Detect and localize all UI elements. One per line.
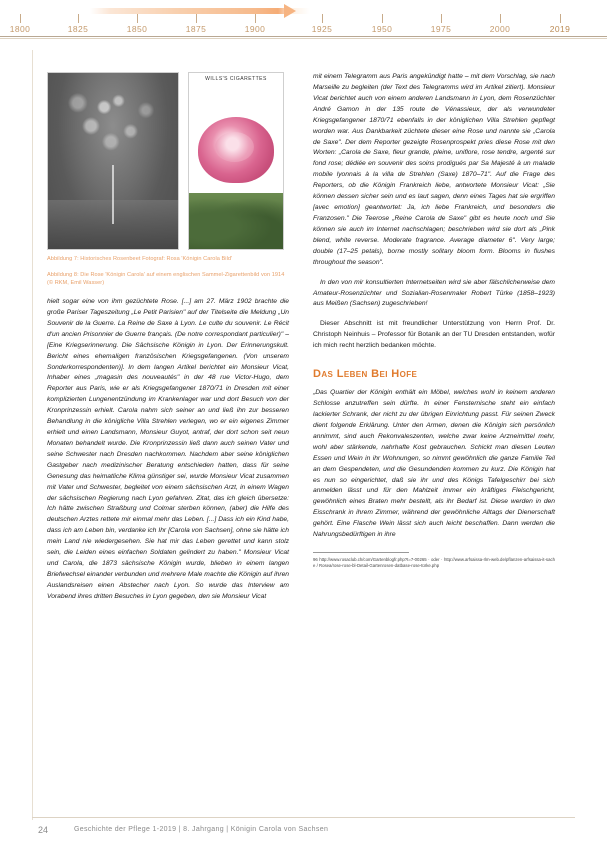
footnote-96: 96 http://www.rosaclub.ch/com/Gartenblogfr.php?t=7-00265 · oder · http://www.arfsaissa-rlm-web.de/pflanzen-arfsaissa-it-sache / Rosea/rose-rose-bl-Detail-Gartenrosen-datbase-rose-türke.php — [313, 557, 555, 569]
timeline-tick — [137, 14, 138, 23]
left-text-column — [47, 72, 289, 603]
timeline-label-1875: 1875 — [185, 24, 207, 34]
timeline-tick — [255, 14, 256, 23]
section-body-paragraph: „Das Quartier der Königin enthält ein Möbel, welches wohl in keinem anderen Schlosse anzutreffen sein dürfte. In einer Fensternische steht ein einfach lackierter Schrank, der nicht zu der übrigen Einrichtung passt. Für seinen Zweck dient folgende Erklärung. Unter den Armen, denen die Königin sich persönlich annimmt, sind auch Rekonvaleszenten, welche zwar keine Arzneimittel mehr, wohl aber stärkende, nahrhafte Kost gebrauchen. Schickt man diesen Leuten Essen und Wein in ihr Wohnungen, so nimmt gewöhnlich die ganze Familie Teil an dem Gespendeten, und die Gesundenden kommen zu kurz. Die Königin hat es nun so eingerichtet, daß sie ihr und des Königs Tafelgeschirr bei sich anmelden lässt und für den Mahlzeit immer ein kräftiges Fleischgericht, gewöhnlich eines Braten mehr bestellt, als ihr Bedarf ist. Diese werden in den Eisschrank in ihrem Zimmer, während der gewöhnliche Alltags der Dienerschaft gehört. Eine Flasche Wein lässt sich auch leicht beschaffen. Dann werden die Nahrungsbedürftigen in ihre — [313, 389, 555, 539]
timeline-label-1825: 1825 — [67, 24, 89, 34]
figure-caption-8: Abbildung 8: Die Rose 'Königin Carola' auf einem englischen Sammel-Zigarettenbild von 1914 (© RKM, Emil Wasser) — [47, 271, 285, 287]
timeline-axis-line-secondary — [0, 38, 607, 39]
right-body-paragraph-1: mit einem Telegramm aus Paris angekündigt hatte – mit dem Vorschlag, sie nach Marseille zu begleiten (der Text des Telegramms wird im Artikel zitiert). Monsieur Vicat berichtet auch von einem anderen Landsmann in Lyon, dem Rosenzüchter André Gamon in der 135 route de Vénassieux, der als verwundeter Kriegsgefangener 1870/71 ebenfalls in der königlichen Villa Strehlen gepflegt worden war. Aus Dankbarkeit züchtete dieser eine Rose und nannte sie „Carola de Saxe". Der dem Reporter gezeigte Rosenprospekt pries diese Rose mit den Worten: „Carola de Saxe, fleur grande, pleine, uniflore, rose tendre, argenté sur fond rose; dédiée en souvenir des soins prodigués par Sa Majesté à un malade mobile lyonnais à la villa de Strehlen (Saxe) 1870–71". Auf die Frage des Reporters, ob die Königin Frankreich liebe, antwortete Monsieur Vicat: „Sie können dessen sicher sein und es laut sagen, denn eines Tages hat sie ergriffen [avec emotion] geantwortet: Ja, ich liebe Frankreich, und besonders die Franzosen." Die Teerose „Reine Carola de Saxe" gibt es heute noch und Sie können sie auch im Internet nachschlagen; beschrieben wird sie dort als „Pink blend, white reverse. Moderate fragrance. Average diameter 6". Very large; double (17–25 petals), borne mostly solitary bloom form. Blooms in flushes throughout the season". — [313, 73, 555, 266]
timeline-label-1925: 1925 — [311, 24, 333, 34]
figure-caption-7: Abbildung 7: Historisches Rosenbeet Fotograf: Rosa 'Königin Carola Bild' — [47, 256, 233, 262]
timeline-tick — [78, 14, 79, 23]
timeline-axis-line — [0, 36, 607, 37]
margin-rule — [32, 50, 33, 820]
figure-group — [47, 72, 289, 250]
timeline-label-2000: 2000 — [489, 24, 511, 34]
timeline-arrow-icon — [284, 4, 296, 18]
timeline-tick — [382, 14, 383, 23]
timeline-label-1975: 1975 — [430, 24, 452, 34]
timeline-label-1900: 1900 — [244, 24, 266, 34]
century-timeline — [0, 0, 607, 46]
rose-bloom — [198, 117, 274, 183]
timeline-tick — [196, 14, 197, 23]
cigarette-card-title: WILLS'S CIGARETTES — [205, 76, 267, 82]
right-body-paragraph-2: In den von mir konsultierten Internetseiten wird sie aber fälschlicherweise dem Amateur-Rosenzüchter und Sozialian-Rosenmaler Robert Türke (1858–1923) aus Meißen (Sachsen) zugeschrieben! — [313, 278, 555, 308]
timeline-tick — [500, 14, 501, 23]
timeline-tick — [20, 14, 21, 23]
left-body-paragraph: hielt sogar eine von ihm gezüchtete Rose. [...] am 27. März 1902 brachte die große Pariser Tageszeitung „Le Petit Parisien" auf der Titelseite die Meldung „Un Souvenir de la Guerre. La Reine de Saxe à Lyon. Le culte du souvenir. Le Récit d'un ancien Prisonnier de Guerre français. (De notre correspondant particulier)" – [Eine Kriegserinnerung. Die Sächsische Königin in Lyon. Der Erinnerungskult. Bericht eines ehemaligen französischen Kriegsgefangenen. (Von unserem Sonderkorrespondenten)]. In dem langen Artikel berichtet ein Monsieur Vicat, Inhaber eines „magasin des nouveautés" in der 48 rue Victor-Hugo, dem Reporter aus Paris, wie er als Kriegsgefangener 1870/71 in Dresden mit einer komplizierten Lungenentzündung im Krankenlager war und dort Besuch von der Kronprinzessin erhielt. Carola nahm sich seiner an und ließ ihn zur besseren Behandlung in die königliche Villa Strehlen verlegen, wo er ein eigenes Zimmer erhielt und einen Landsmann, Monsieur Guyot, antraf, der dort schon seit neun Monaten behandelt wurde. Die Kronprinzessin ließ dann auch seinen Vater und seine Schwester nach Dresden nachkommen. Nachdem aber seine königlichen Gastgeber nach medizinischer Beratung entschieden hatten, dass für seine Genesung das heimatliche Klima günstiger sei, wurde Monsieur Vicat zusammen mit Vater und Schwester, begleitet von einem sächsischen Arzt, in einem Wagen der sächsischen Regierung nach Lyon gefahren. Zitat, das ich gleich übersetze: Ich hätte zwischen Straßburg und Colmar sterben können, (aber) die Hilfe des deutschen Arztes rettete mir einmal mehr das Leben. [...] Dass ich ein Kind habe, dass ich am Leben bin, verdanke ich Ihr [Carola von Sachsen], ohne sie hätte ich mein Land nie wiedergesehen. Sie hat mir das Leben gerettet und kann stolz sein, die Leiden eines einfachen Soldaten gelindert zu haben." Monsieur Vicat und Carola, die 1873 sächsische Königin wurde, blieben in einem langen Briefwechsel einander verbunden und mehrere Male machte die Königin auf ihren Auslandsreisen einen Abstecher nach Lyon. So wurde das Interview am Vorabend ihres dritten Besuches in Lyon gegeben, den sie Monsieur Vicat — [47, 297, 290, 600]
timeline-tick — [322, 14, 323, 23]
acknowledgement-paragraph: Dieser Abschnitt ist mit freundlicher Unterstützung von Herrn Prof. Dr. Christoph Neinhuis – Professor für Botanik an der TU Dresden entstanden, wofür ich mich recht herzlich bedanken möchte. — [313, 320, 555, 350]
timeline-label-1800: 1800 — [9, 24, 31, 34]
right-text-column — [313, 72, 555, 570]
page-footer — [0, 817, 607, 853]
section-heading-das-leben-bei-hofe: Das Leben Bei Hofe — [313, 368, 418, 381]
page-number: 24 — [38, 825, 49, 835]
figure-historic-photo — [47, 72, 179, 250]
timeline-tick — [441, 14, 442, 23]
running-header-text: Geschichte der Pflege 1-2019 | 8. Jahrgang | Königin Carola von Sachsen — [74, 826, 329, 833]
timeline-label-1850: 1850 — [126, 24, 148, 34]
timeline-label-2019: 2019 — [549, 24, 571, 34]
rose-foliage — [189, 193, 283, 249]
timeline-highlight-band — [0, 8, 607, 14]
footnote-separator — [313, 552, 409, 553]
footer-separator — [32, 817, 575, 818]
timeline-tick — [560, 14, 561, 23]
photo-ground — [48, 200, 178, 249]
timeline-label-1950: 1950 — [371, 24, 393, 34]
figure-cigarette-card — [188, 72, 284, 250]
